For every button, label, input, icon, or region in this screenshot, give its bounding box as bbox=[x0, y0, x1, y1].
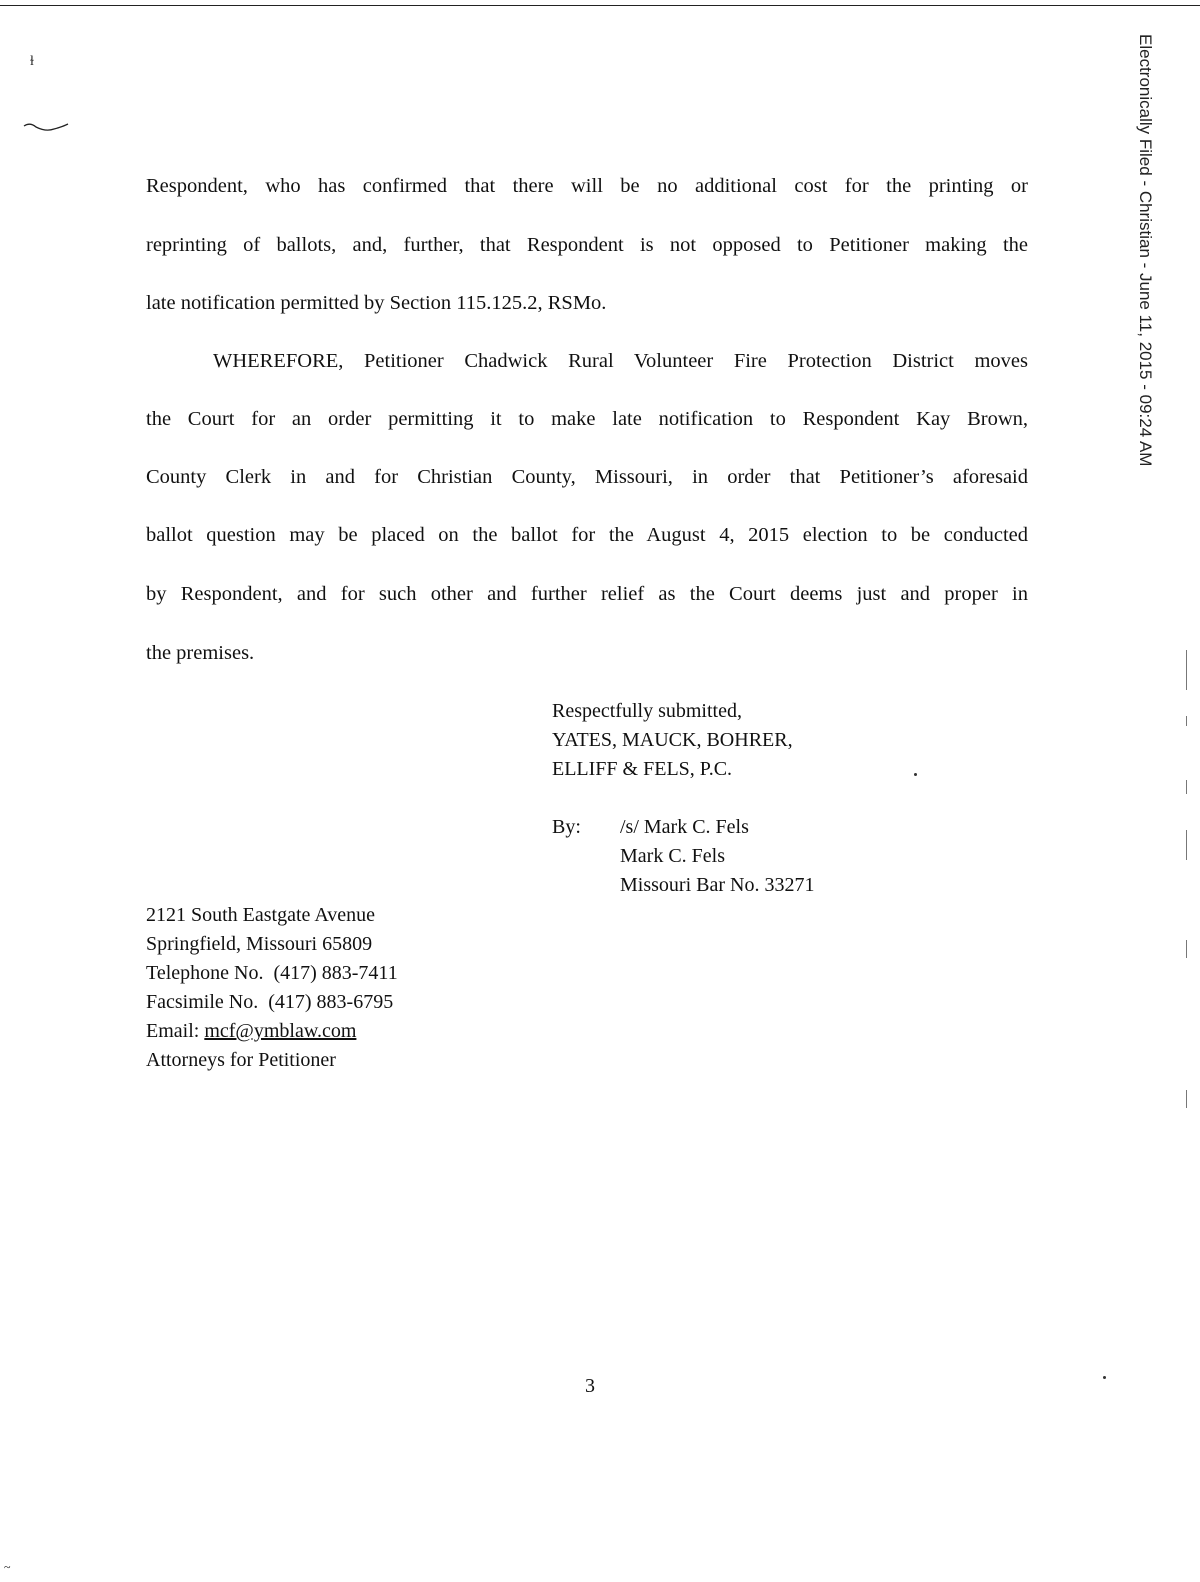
scan-speck bbox=[1103, 1376, 1106, 1379]
body-line: County Clerk in and for Christian County, Missouri, in order that Petitioner’s aforesaid bbox=[146, 466, 1028, 488]
scan-edge-mark bbox=[1186, 830, 1187, 860]
firm-name-line-1: YATES, MAUCK, BOHRER, bbox=[552, 729, 793, 751]
electronic-filing-stamp: Electronically Filed - Christian - June 11, 2015 - 09:24 AM bbox=[1136, 34, 1155, 467]
body-line: the premises. bbox=[146, 642, 255, 664]
scan-artifact-mark: ~ bbox=[4, 1560, 11, 1574]
scan-edge-mark bbox=[1186, 650, 1187, 690]
email-line bbox=[146, 1019, 356, 1043]
body-line: the Court for an order permitting it to make late notification to Respondent Kay Brown, bbox=[146, 408, 1028, 430]
attorney-name: Mark C. Fels bbox=[620, 845, 725, 867]
body-line: late notification permitted by Section 115.125.2, RSMo. bbox=[146, 292, 607, 314]
page-number: 3 bbox=[585, 1375, 595, 1397]
facsimile-number: Facsimile No. (417) 883-6795 bbox=[146, 991, 394, 1013]
address-city: Springfield, Missouri 65809 bbox=[146, 933, 373, 955]
email-link[interactable]: mcf@ymblaw.com bbox=[204, 1020, 357, 1042]
scan-artifact-mark: ɫ bbox=[30, 54, 34, 69]
body-line: reprinting of ballots, and, further, that Respondent is not opposed to Petitioner making the bbox=[146, 234, 1028, 256]
scan-artifact-squiggle bbox=[22, 120, 70, 136]
electronic-signature: /s/ Mark C. Fels bbox=[620, 816, 749, 838]
scan-edge-mark bbox=[1186, 780, 1187, 794]
address-street: 2121 South Eastgate Avenue bbox=[146, 904, 376, 926]
email-label: Email: bbox=[146, 1020, 205, 1042]
scan-edge-mark bbox=[1186, 1090, 1187, 1108]
firm-name-line-2: ELLIFF & FELS, P.C. bbox=[552, 758, 733, 780]
closing-text: Respectfully submitted, bbox=[552, 700, 742, 722]
scan-edge-mark bbox=[1186, 716, 1187, 726]
telephone-number: Telephone No. (417) 883-7411 bbox=[146, 962, 398, 984]
attorney-role: Attorneys for Petitioner bbox=[146, 1049, 336, 1071]
scan-edge-mark bbox=[1186, 940, 1187, 958]
body-line: Respondent, who has confirmed that there will be no additional cost for the printing or bbox=[146, 175, 1028, 197]
body-line: ballot question may be placed on the ballot for the August 4, 2015 election to be conducted bbox=[146, 524, 1028, 546]
scan-speck bbox=[914, 773, 917, 776]
top-border-line bbox=[0, 5, 1200, 6]
bar-number: Missouri Bar No. 33271 bbox=[620, 874, 815, 896]
body-line: WHEREFORE, Petitioner Chadwick Rural Volunteer Fire Protection District moves bbox=[213, 350, 1028, 372]
by-label: By: bbox=[552, 816, 581, 838]
body-line: by Respondent, and for such other and further relief as the Court deems just and proper in bbox=[146, 583, 1028, 605]
